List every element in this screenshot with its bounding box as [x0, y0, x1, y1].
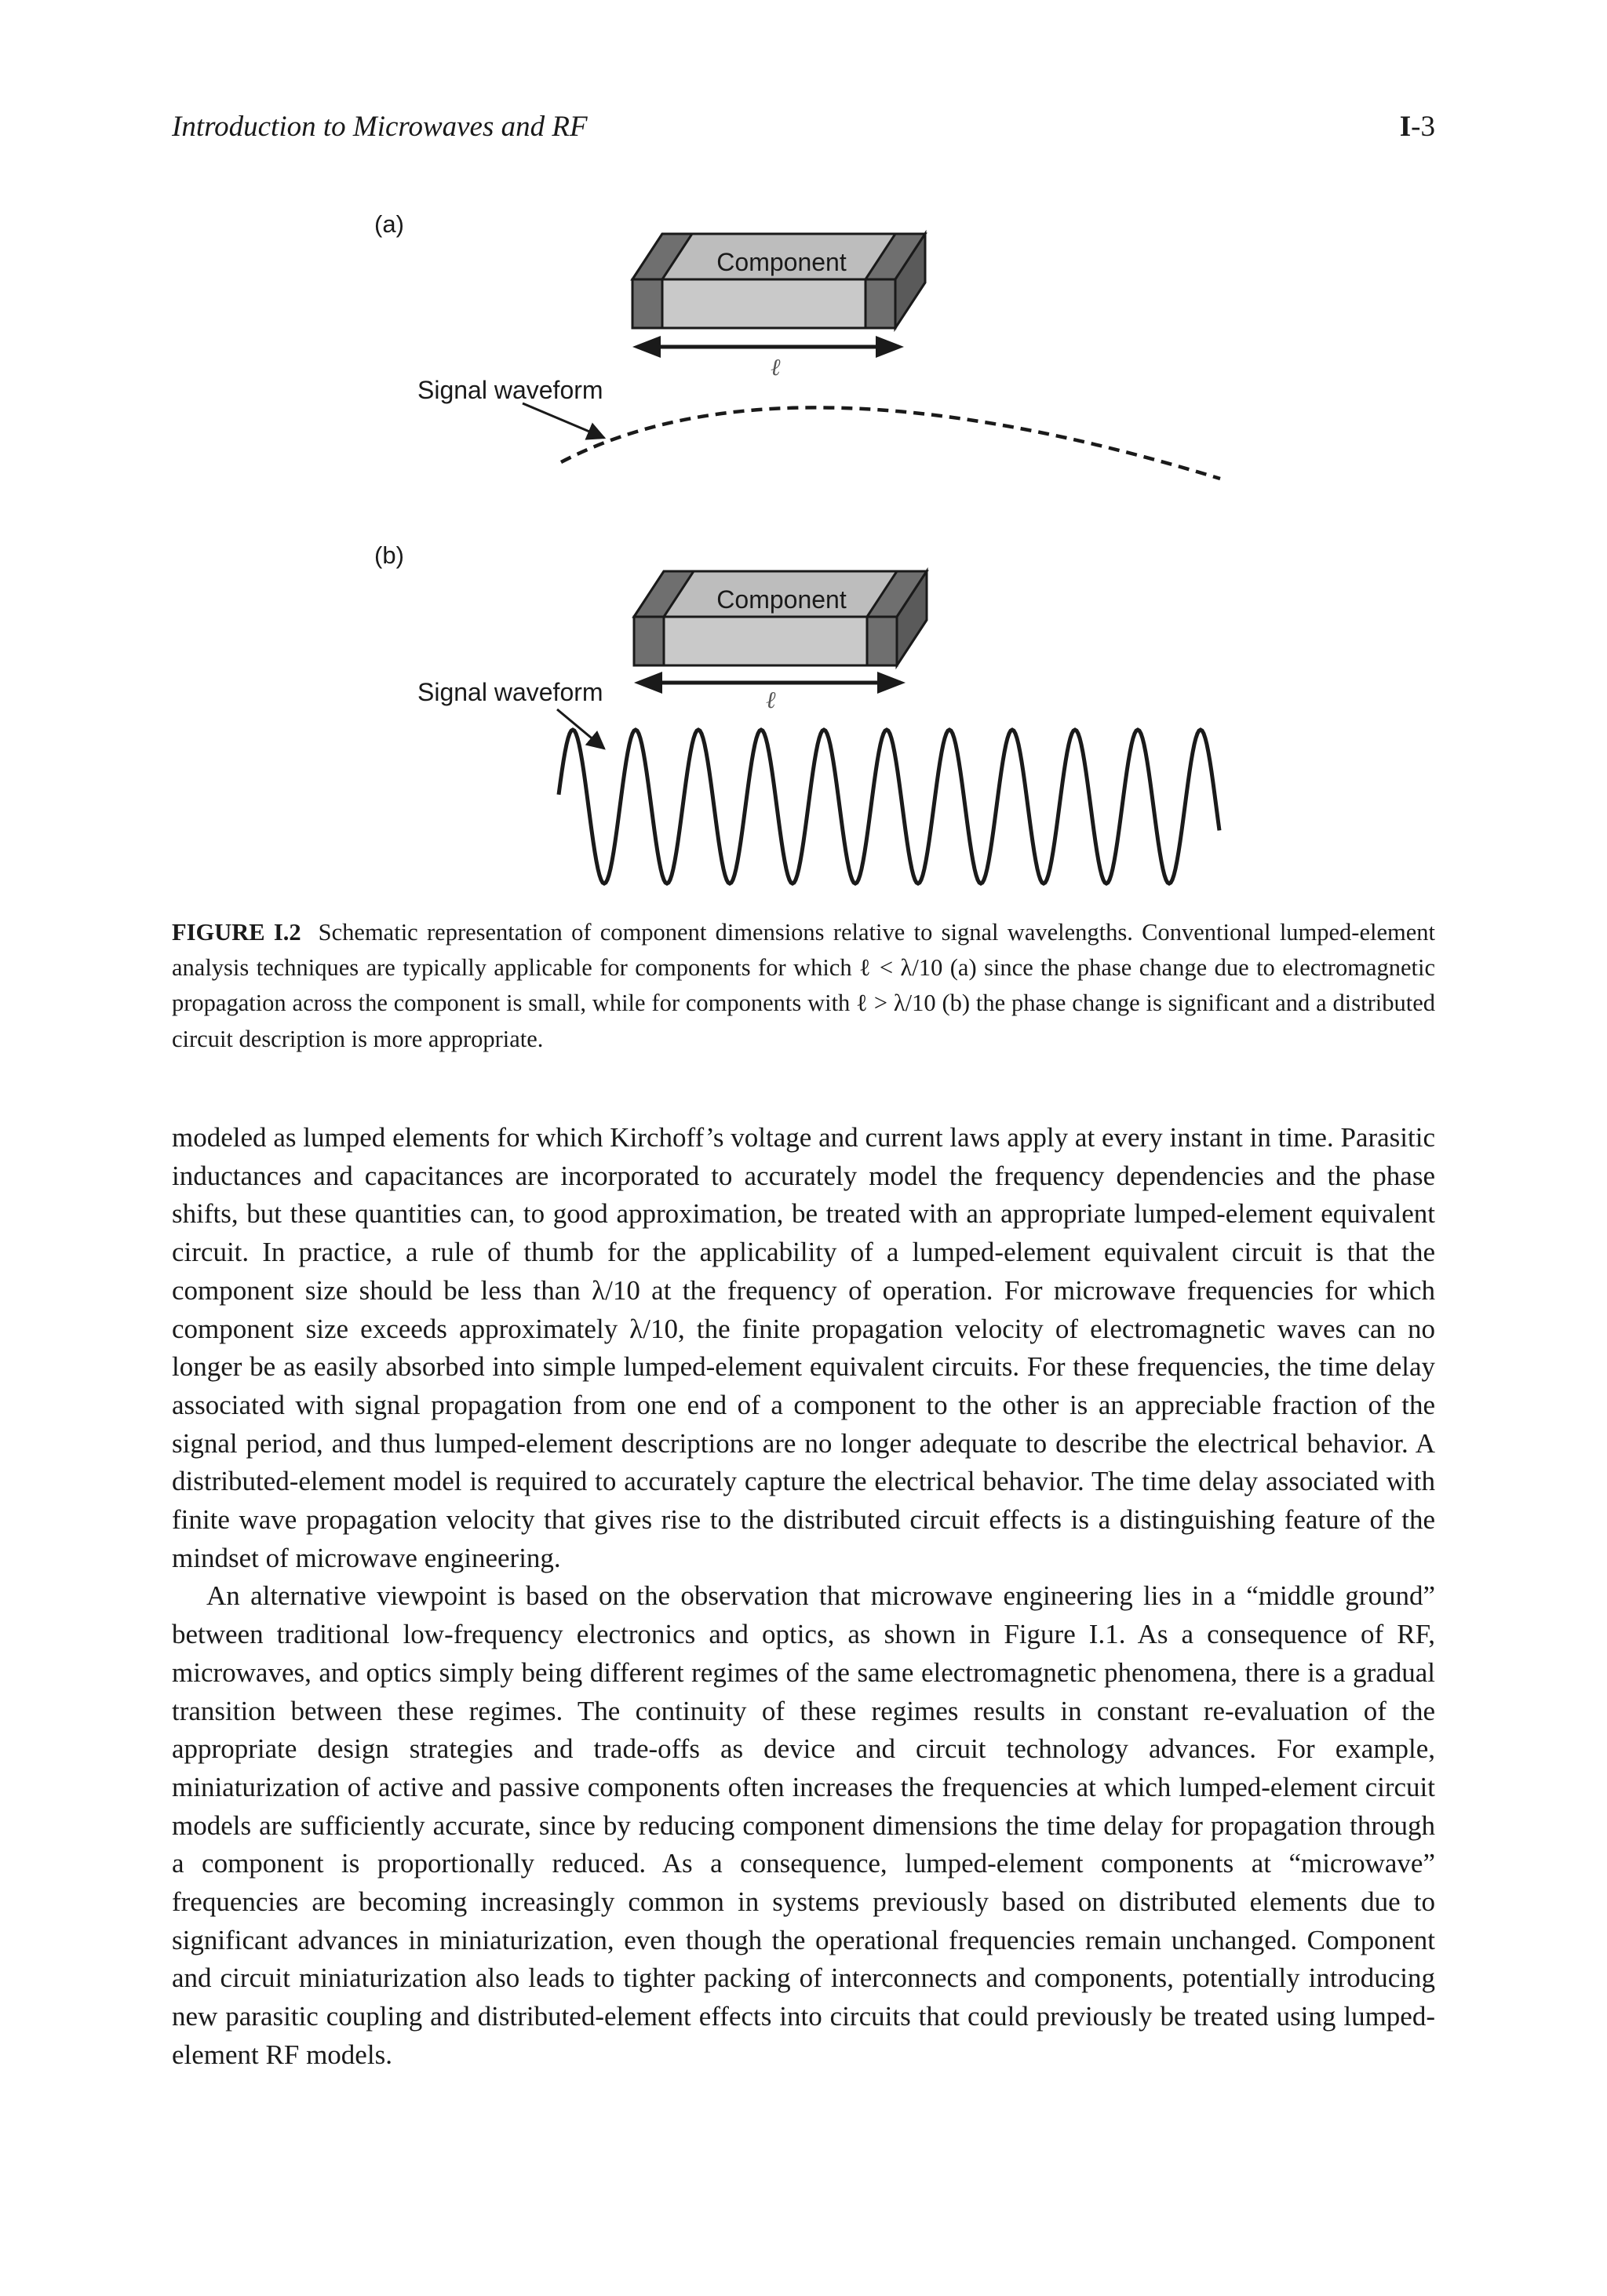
body-paragraph-2: An alternative viewpoint is based on the observation that microwave engineering lies in a “middle ground” between traditional low-frequency electronics and optics, as shown in Figure I.1. As a consequence of RF, microwaves, and optics simply being different regimes of the same electromagnetic phenomena, there is a gradual transition between these regimes. The continuity of these regimes results in constant re-evaluation of the appropriate design strategies and trade-offs as device and circuit technology advances. For example, miniaturization of active and passive components often increases the frequencies at which lumped-element circuit models are sufficiently accurate, since by reducing component dimensions the time delay for propagation through a component is proportionally reduced. As a consequence, lumped-element components at “microwave” frequencies are becoming increasingly common in systems previously based on distributed elements due to significant advances in miniaturization, even though the operational frequencies remain unchanged. Component and circuit miniaturization also leads to tighter packing of interconnects and components, potentially introducing new parasitic coupling and distributed-element effects into circuits that could previously be treated using lumped-element RF models.: [172, 1580, 1435, 2070]
waveform-pointer-a: [523, 403, 604, 438]
panel-b-label: (b): [374, 541, 404, 569]
panel-b: [374, 541, 1219, 884]
signal-waveform-a: [561, 407, 1220, 479]
component-block-a: [632, 234, 925, 328]
caption-text: Schematic representation of component dimensions relative to signal wavelengths. Conventional lumped-element analysis techniques are typically applicable for components for which ℓ < λ/10 (a) since the phase change due to electromagnetic propagation across the component is small, while for components with ℓ > λ/10 (b) the phase change is significant and a distributed circuit description is more appropriate.: [172, 919, 1435, 1052]
caption-label: FIGURE I.2: [172, 919, 301, 946]
panel-a-label: (a): [374, 210, 404, 238]
figure-caption: [172, 915, 1435, 1057]
length-arrow-a: [632, 336, 904, 381]
panel-a: [374, 210, 1220, 479]
body-paragraph-1: modeled as lumped elements for which Kirchoff’s voltage and current laws apply at every instant in time. Parasitic inductances and capacitances are incorporated to accurately model the frequency dependencies and the phase shifts, but these quantities can, to good approximation, be treated with an appropriate lumped-element equivalent circuit. In practice, a rule of thumb for the applicability of a lumped-element equivalent circuit is that the component size should be less than λ/10 at the frequency of operation. For microwave frequencies for which component size exceeds approximately λ/10, the finite propagation velocity of electromagnetic waves can no longer be as easily absorbed into simple lumped-element equivalent circuits. For these frequencies, the time delay associated with signal propagation from one end of a component to the other is an appreciable fraction of the signal period, and thus lumped-element descriptions are no longer adequate to describe the electrical behavior. A distributed-element model is required to accurately capture the electrical behavior. The time delay associated with finite wave propagation velocity that gives rise to the distributed circuit effects is a distinguishing feature of the mindset of microwave engineering.: [172, 1122, 1435, 1573]
component-label-b: Component: [716, 585, 847, 614]
waveform-label-b: Signal waveform: [417, 678, 603, 706]
waveform-label-a: Signal waveform: [417, 376, 603, 404]
length-arrow-b: [634, 672, 906, 713]
length-symbol-a: ℓ: [771, 355, 781, 381]
component-label-a: Component: [716, 248, 847, 276]
page-number-prefix: I: [1399, 111, 1412, 143]
component-block-b: [634, 571, 927, 665]
body-text: [172, 1119, 1435, 2075]
length-symbol-b: ℓ: [766, 687, 776, 713]
signal-waveform-b: [559, 730, 1219, 884]
page-number-suffix: -3: [1411, 111, 1435, 143]
running-title: Introduction to Microwaves and RF: [172, 111, 588, 143]
figure-i2-illustration: [0, 0, 1607, 902]
